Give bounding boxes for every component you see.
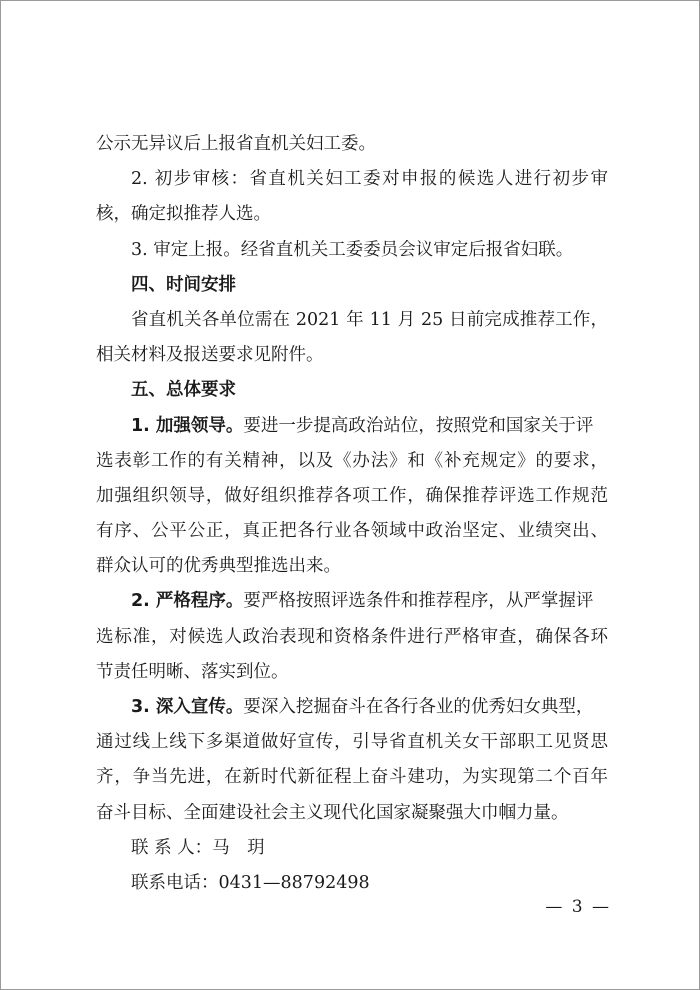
paragraph-line: 选表彰工作的有关精神，以及《办法》和《补充规定》的要求， [96, 450, 608, 471]
item-text: 要深入挖掘奋斗在各行各业的优秀妇女典型， [243, 697, 594, 717]
item-lead: 2. 严格程序。 [131, 591, 244, 612]
paragraph-line: 奋斗目标、全面建设社会主义现代化国家凝聚强大巾帼力量。 [96, 802, 569, 823]
paragraph-line: 加强组织领导，做好组织推荐各项工作，确保推荐评选工作规范 [96, 485, 608, 506]
paragraph-line: 节责任明晰、落实到位。 [96, 661, 289, 682]
paragraph-line: 公示无异议后上报省直机关妇工委。 [96, 134, 376, 154]
item-lead: 3. 深入宣传。 [131, 697, 244, 717]
contact-phone-label: 联系电话： [131, 872, 219, 893]
paragraph-line [96, 584, 608, 619]
paragraph-line: 选标准，对候选人政治表现和资格条件进行严格审查，确保各环 [96, 626, 608, 647]
section-heading: 五、总体要求 [131, 380, 236, 401]
contact-phone [96, 866, 608, 901]
paragraph-line [96, 409, 608, 444]
paragraph-line: 群众认可的优秀典型推选出来。 [96, 556, 341, 577]
contact-person-name: 马 玥 [212, 837, 265, 858]
page-number: — 3 — [545, 897, 611, 917]
item-lead: 1. 加强领导。 [131, 415, 244, 436]
paragraph-line: 有序、公平公正，真正把各行业各领域中政治坚定、业绩突出、 [96, 521, 608, 542]
paragraph-line: 省直机关各单位需在 2021 年 11 月 25 日前完成推荐工作， [131, 309, 608, 330]
section-heading: 四、时间安排 [131, 274, 236, 295]
paragraph-line: 2. 初步审核：省直机关妇工委对申报的候选人进行初步审 [131, 169, 608, 190]
contact-phone-number: 0431—88792498 [218, 872, 370, 893]
contact-person [96, 831, 608, 866]
document-body [96, 127, 608, 901]
item-text: 要进一步提高政治站位，按照党和国家关于评 [243, 415, 594, 436]
item-text: 要严格按照评选条件和推荐程序，从严掌握评 [243, 591, 594, 612]
paragraph-line: 齐，争当先进，在新时代新征程上奋斗建功，为实现第二个百年 [96, 767, 608, 788]
paragraph-line: 核，确定拟推荐人选。 [96, 204, 271, 225]
paragraph-line: 3. 审定上报。经省直机关工委委员会议审定后报省妇联。 [131, 239, 574, 260]
contact-person-label: 联 系 人： [131, 837, 213, 858]
paragraph-line: 相关材料及报送要求见附件。 [96, 345, 324, 366]
paragraph-line [96, 690, 608, 725]
paragraph-line: 通过线上线下多渠道做好宣传，引导省直机关女干部职工见贤思 [96, 732, 608, 753]
